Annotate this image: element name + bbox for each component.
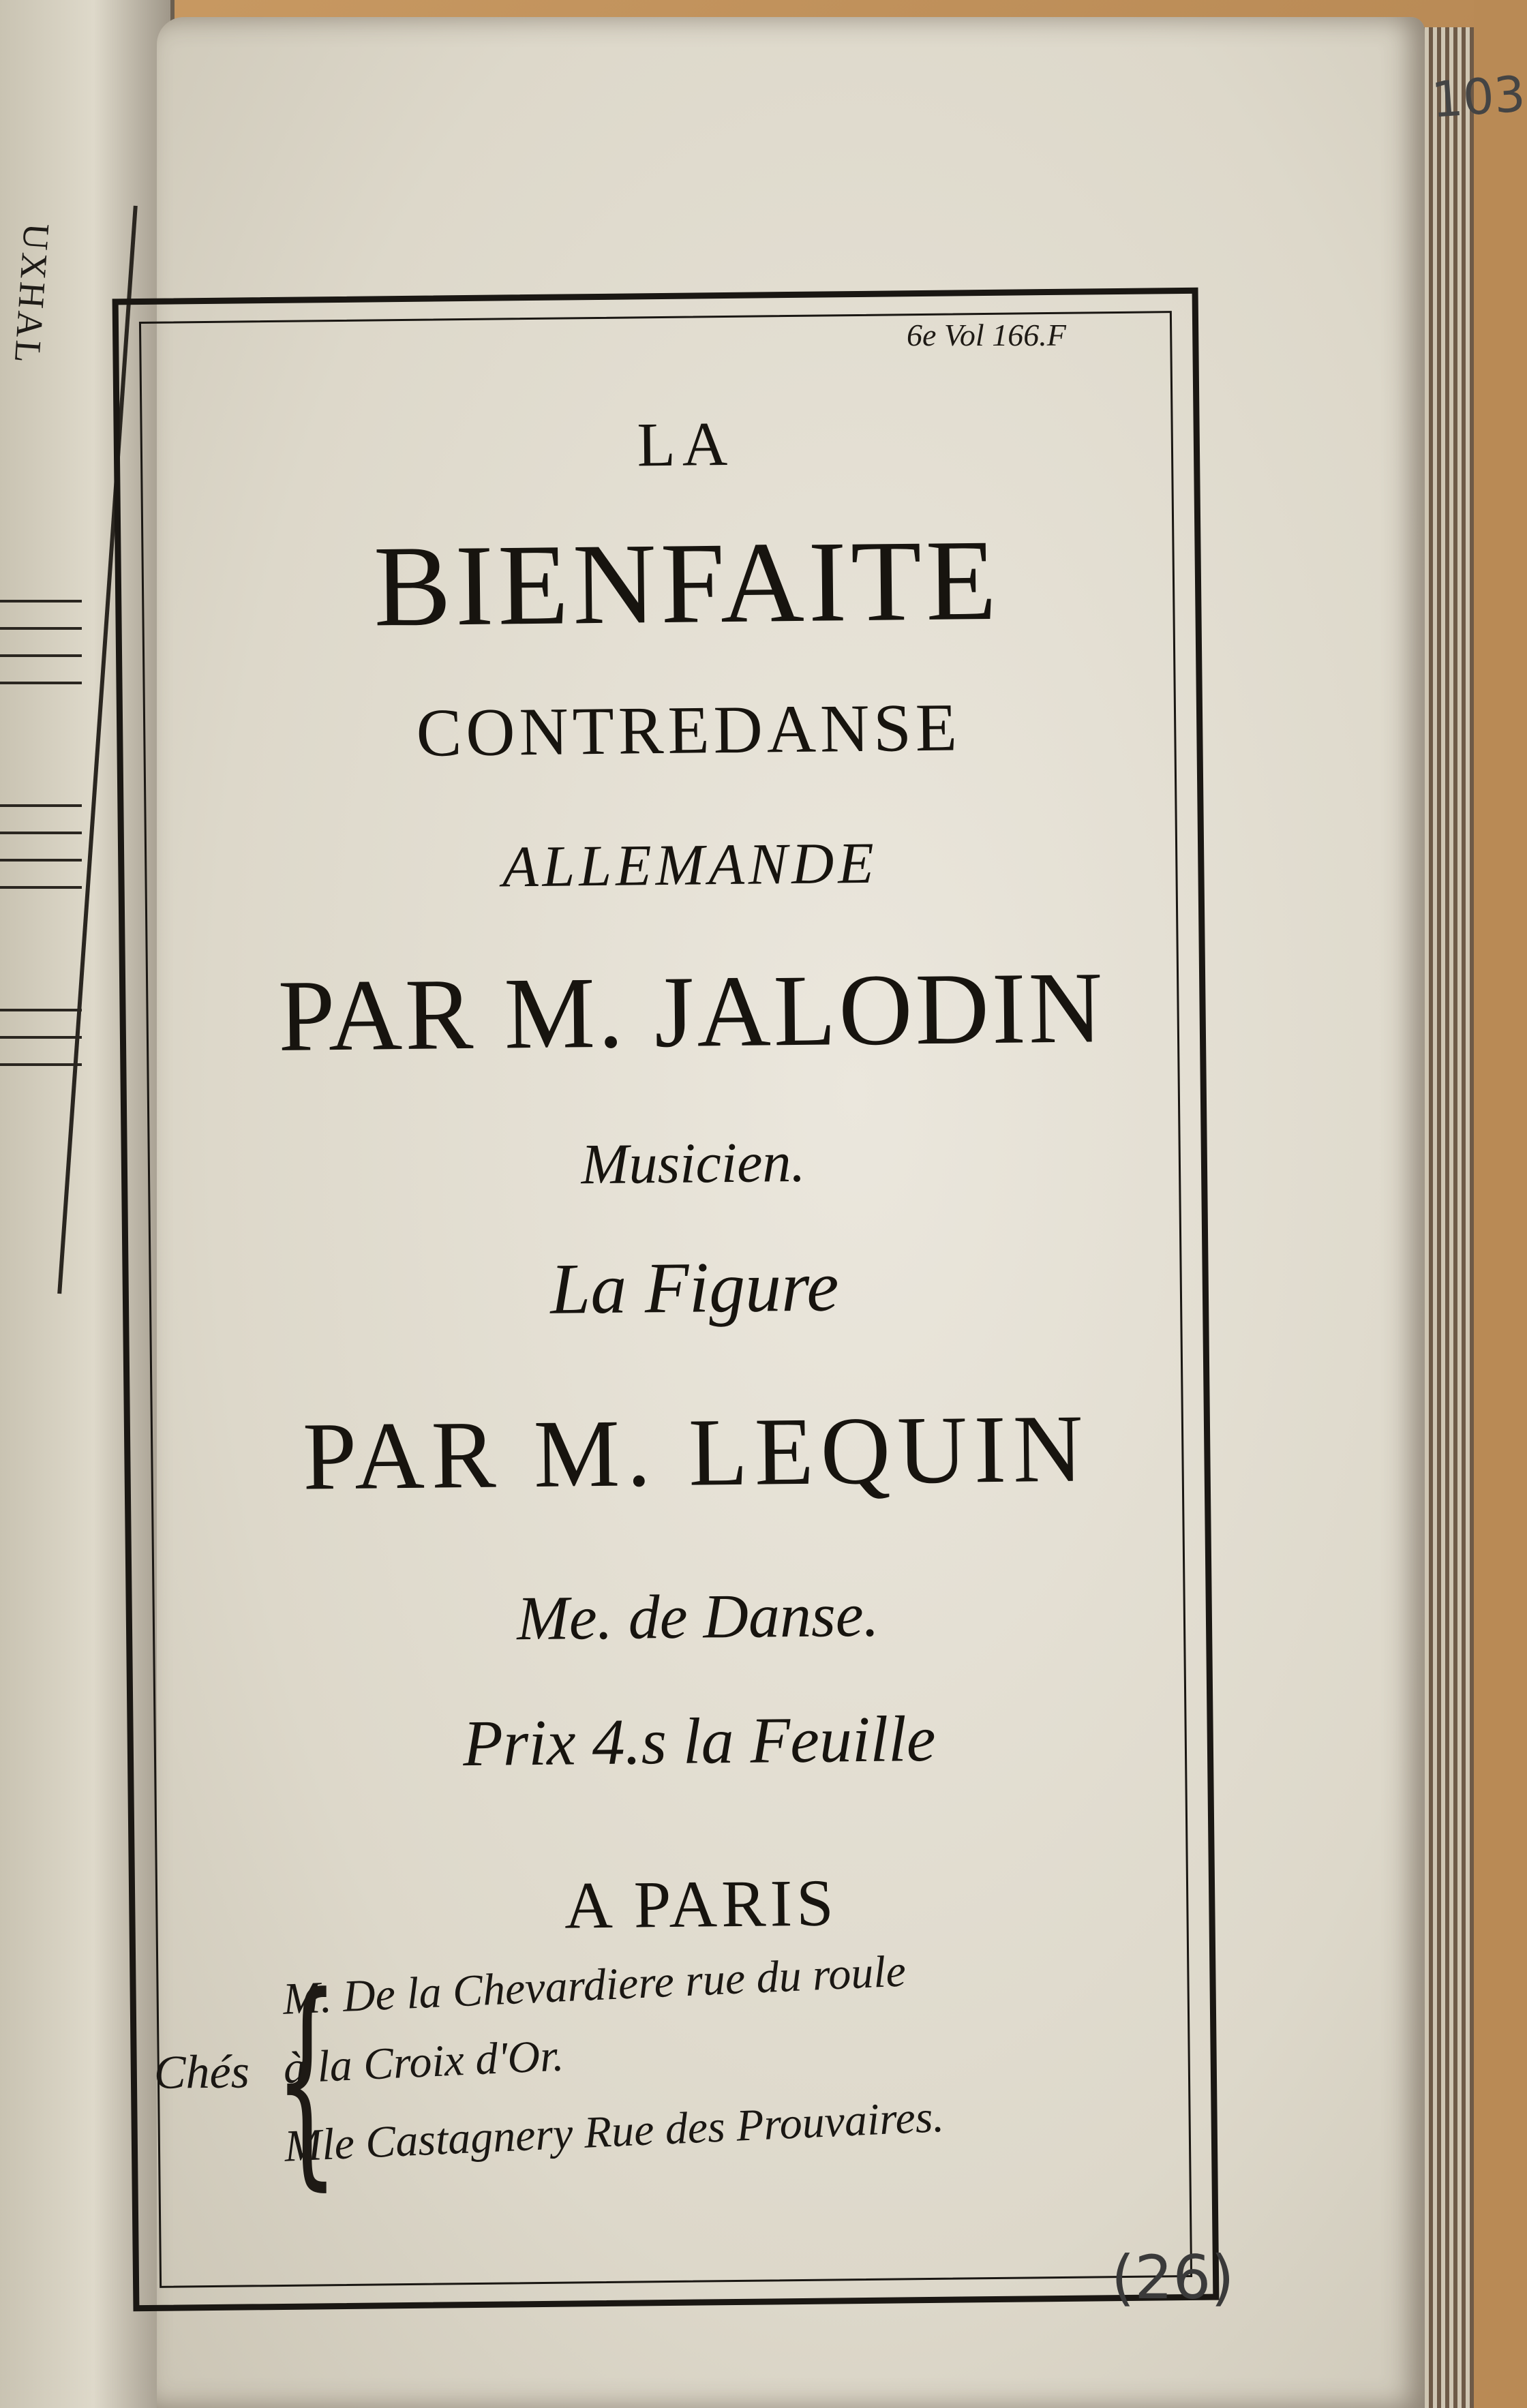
staff-line bbox=[0, 682, 82, 684]
staff-line bbox=[0, 627, 82, 630]
catalog-reference: 6e Vol 166.F bbox=[907, 318, 1066, 352]
address-line: à la Croix d'Or. bbox=[282, 2030, 565, 2094]
choreographer-line: PAR M. LEQUIN bbox=[302, 1394, 1091, 1510]
price-line: Prix 4.s la Feuille bbox=[462, 1701, 936, 1780]
subtitle-allemande: ALLEMANDE bbox=[502, 829, 879, 900]
staff-line bbox=[0, 832, 82, 834]
page-number: 103 bbox=[1430, 65, 1527, 129]
address-line: Mle Castagnery Rue des Prouvaires. bbox=[283, 2091, 946, 2171]
left-page-label: UXHAL bbox=[6, 222, 58, 367]
figure-label: La Figure bbox=[549, 1246, 839, 1329]
subtitle-contredanse: CONTREDANSE bbox=[416, 689, 962, 771]
staff-line bbox=[0, 804, 82, 807]
staff-line bbox=[0, 1063, 82, 1066]
composer-role: Musicien. bbox=[580, 1130, 806, 1197]
staff-line bbox=[0, 886, 82, 889]
staff-line bbox=[0, 1009, 82, 1011]
pencil-note: (26) bbox=[1111, 2242, 1235, 2313]
choreographer-role: Me. de Danse. bbox=[516, 1579, 880, 1653]
address-line: M. De la Chevardiere rue du roule bbox=[282, 1946, 907, 2024]
title-article: LA bbox=[637, 408, 735, 480]
main-title: BIENFAITE bbox=[373, 515, 1001, 651]
composer-line: PAR M. JALODIN bbox=[277, 951, 1106, 1073]
address-brace: { bbox=[274, 1948, 339, 2210]
staff-line bbox=[0, 1036, 82, 1039]
staff-line bbox=[0, 654, 82, 657]
staff-line bbox=[0, 600, 82, 603]
city-line: A PARIS bbox=[564, 1866, 838, 1943]
staff-line bbox=[0, 859, 82, 862]
address-prefix: Chés bbox=[153, 2045, 250, 2099]
